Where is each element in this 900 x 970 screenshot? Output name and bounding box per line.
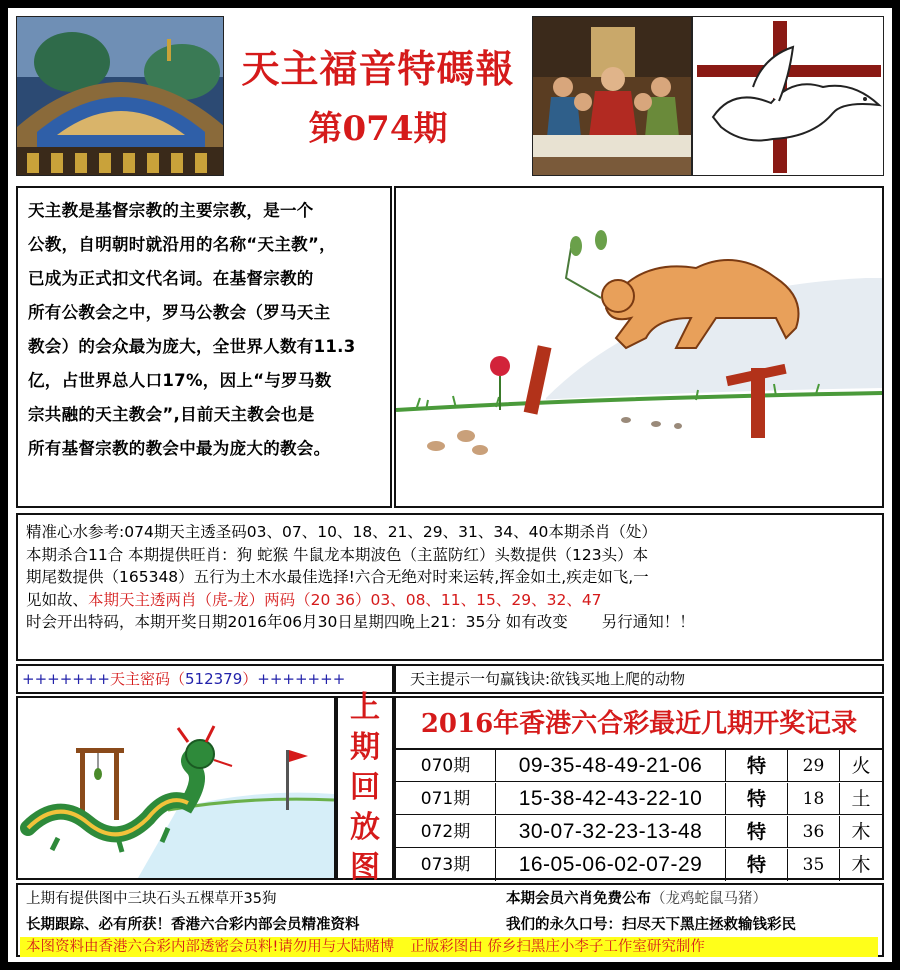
reference-line	[26, 589, 874, 612]
reference-line: 精准心水参考:074期天主透圣码03、07、10、18、21、29、31、34、40本期杀肖（处）	[26, 523, 657, 541]
element-cell: 木	[851, 854, 871, 876]
numbers-cell: 16-05-06-02-07-29	[496, 849, 726, 881]
disclaimer-text: 本图资料由香港六合彩内部透密会员料!请勿用与大陆赌博	[26, 939, 395, 955]
special-number-cell: 29	[788, 750, 840, 782]
intro-line: 已成为正式扣文代名词。在基督宗教的	[28, 269, 314, 288]
footer-box	[16, 883, 884, 957]
dragon-illustration	[16, 696, 336, 880]
replay-char: 放	[350, 810, 380, 845]
draw-date-text: 时会开出特码，本期开奖日期2016年06月30日星期四晚上21：35分 如有改变	[26, 613, 568, 631]
special-label-cell: 特	[726, 816, 788, 848]
table-row	[396, 849, 882, 881]
last-issue-note: 上期有提供图中三块石头五棵草开35狗	[26, 891, 277, 907]
issue-number: 第074期	[308, 109, 448, 149]
replay-char: 回	[350, 770, 380, 805]
member-zodiac-label: 本期会员六肖免费公布	[506, 891, 651, 907]
secret-code-label: 天主密码（	[109, 670, 185, 688]
reference-box	[16, 513, 884, 661]
church-image	[16, 16, 224, 176]
intro-line: 天主教是基督宗教的主要宗教，是一个	[28, 201, 314, 220]
title-block	[230, 16, 526, 176]
reference-text: 见如故、	[26, 590, 89, 609]
member-zodiac-list: （龙鸡蛇鼠马猪）	[651, 891, 767, 907]
header	[8, 8, 892, 183]
replay-char: 上	[350, 690, 380, 725]
table-row	[396, 816, 882, 848]
intro-line: 所有基督宗教的教会中最为庞大的教会。	[28, 439, 331, 458]
permanent-slogan: 我们的永久口号：扫尽天下黑庄拯救输钱彩民	[506, 917, 796, 933]
plus-decor: +++++++	[22, 670, 110, 688]
last-supper-image	[532, 16, 692, 176]
highlight-prediction: 本期天主透两肖（虎-龙）两码（20 36）03、08、11、15、29、32、47	[88, 590, 602, 609]
lion-illustration	[394, 186, 884, 508]
element-cell: 土	[851, 788, 871, 810]
issue-cell: 073期	[396, 849, 496, 881]
draw-records-table	[394, 696, 884, 880]
hint-strip: 天主提示一句赢钱诀:欲钱买地上爬的动物	[394, 664, 884, 694]
tracking-slogan: 长期跟踪、必有所获！香港六合彩内部会员精准资料	[26, 917, 360, 933]
last-issue-replay-label	[336, 690, 394, 885]
paper-title: 天主福音特碼報	[241, 46, 515, 91]
special-number-cell: 18	[788, 783, 840, 815]
reference-line: 本期杀合11合 本期提供旺肖：狗 蛇猴 牛鼠龙本期波色（主蓝防红）头数提供（123头）本	[26, 545, 649, 564]
issue-cell: 071期	[396, 783, 496, 815]
reference-line: 期尾数提供（165348）五行为土木水最佳选择!六合无绝对时来运转,挥金如土,疾走如飞,一	[26, 568, 649, 586]
special-label-cell: 特	[726, 783, 788, 815]
intro-line: 宗共融的天主教会”,目前天主教会也是	[28, 405, 315, 424]
special-number-cell: 35	[788, 849, 840, 881]
newspaper-page	[8, 8, 892, 962]
replay-char: 图	[350, 850, 380, 885]
intro-text-box	[16, 186, 392, 508]
intro-line: 公教，自明朝时就沿用的名称“天主教”，	[28, 235, 336, 254]
plus-decor: +++++++	[257, 670, 346, 688]
issue-cell: 070期	[396, 750, 496, 782]
special-label-cell: 特	[726, 750, 788, 782]
table-row	[396, 783, 882, 815]
secret-code-value: 512379	[185, 670, 243, 688]
replay-char: 期	[350, 730, 380, 765]
member-zodiac-note	[506, 887, 767, 908]
reference-line	[26, 611, 874, 634]
disclaimer-bar	[20, 937, 878, 957]
secret-code-close: ）	[242, 670, 258, 688]
secret-code-strip	[16, 664, 394, 694]
special-number-cell: 36	[788, 816, 840, 848]
table-row	[396, 750, 882, 782]
records-title: 2016年香港六合彩最近几期开奖记录	[396, 698, 882, 750]
numbers-cell: 09-35-48-49-21-06	[496, 750, 726, 782]
credit-text: 正版彩图由 侨乡扫黑庄小李子工作室研究制作	[410, 939, 705, 955]
special-label-cell: 特	[726, 849, 788, 881]
element-cell: 木	[851, 821, 871, 843]
intro-line: 教会）的会众最为庞大，全世界人数有11.3	[28, 337, 356, 356]
numbers-cell: 30-07-32-23-13-48	[496, 816, 726, 848]
element-cell: 火	[851, 755, 871, 777]
intro-line: 所有公教会之中，罗马公教会（罗马天主	[28, 303, 331, 322]
numbers-cell: 15-38-42-43-22-10	[496, 783, 726, 815]
notice-text: 另行通知！！	[601, 613, 695, 631]
issue-cell: 072期	[396, 816, 496, 848]
intro-line: 亿，占世界总人口17%，因上“与罗马数	[28, 371, 332, 390]
cross-dove-image	[692, 16, 884, 176]
